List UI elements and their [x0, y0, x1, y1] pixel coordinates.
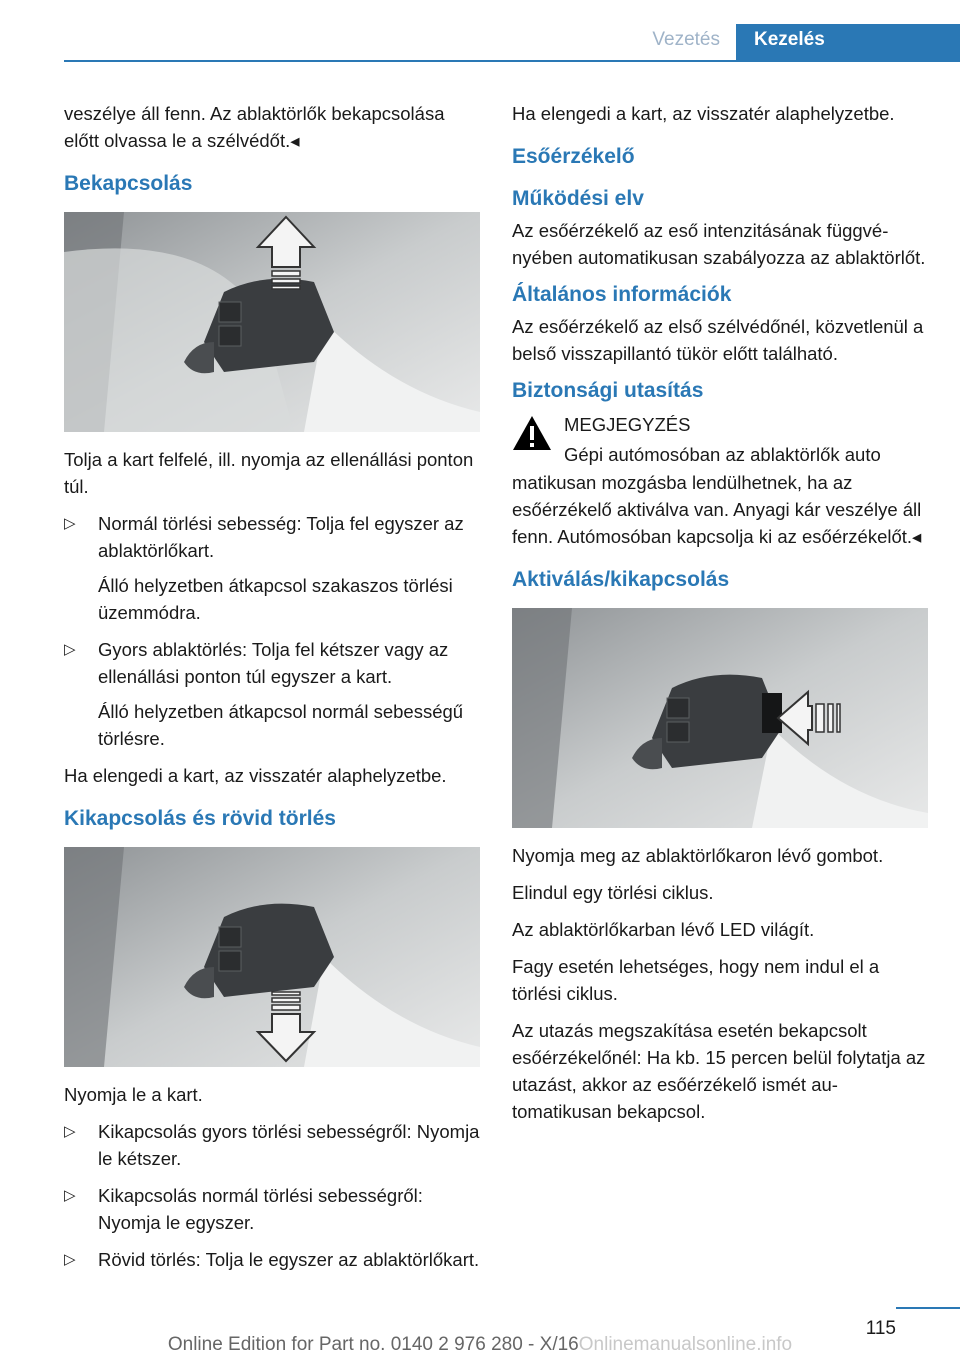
- bullet-triangle-icon: ▷: [64, 1251, 76, 1268]
- heading-aktivalas: Aktiválás/kikapcsolás: [512, 568, 730, 591]
- paragraph: Nyomja meg az ablaktörlőkaron lévő gombot.: [512, 845, 884, 866]
- wiper-button-figure: [512, 608, 928, 828]
- list-item: [64, 1118, 480, 1172]
- page-number: 115: [865, 1318, 896, 1339]
- bullet-triangle-icon: ▷: [64, 1123, 76, 1140]
- footer-rule: [896, 1307, 960, 1309]
- bullet-triangle-icon: ▷: [64, 515, 76, 532]
- bullet-triangle-icon: ▷: [64, 1187, 76, 1204]
- left-column: [64, 100, 480, 1283]
- warning-first-line: Gépi autómosóban az ablaktörlők auto: [564, 444, 881, 465]
- list-item-main: Kikapcsolás gyors törlési sebességről: Nyomja le kétszer.: [98, 1121, 480, 1169]
- push-text: Tolja a kart felfelé, ill. nyomja az ellenállási ponton túl.: [64, 449, 474, 497]
- heading-altalanos: Általános információk: [512, 283, 732, 306]
- right-column: [512, 100, 928, 1135]
- list-item: [64, 510, 480, 626]
- heading-mukodesi-elv: Működési elv: [512, 187, 644, 210]
- warning-title: MEGJEGYZÉS: [564, 414, 691, 435]
- heading-esoerzekelo: Esőérzékelő: [512, 145, 635, 168]
- list-item: [64, 636, 480, 752]
- list-item-sub: Álló helyzetben átkapcsol normál sebességű törlésre.: [98, 701, 464, 749]
- list-item-main: Kikapcsolás normál törlési sebességről: Nyomja le egyszer.: [98, 1185, 423, 1233]
- press-down-text: Nyomja le a kart.: [64, 1084, 203, 1105]
- list-item: [64, 1246, 480, 1273]
- mukodesi-text: Az esőérzékelő az eső intenzitásának függvényében automatikusan szabályozza az ablaktörlőt.: [512, 220, 926, 268]
- list-item-sub: Álló helyzetben átkapcsol szakaszos törlési üzemmódra.: [98, 575, 453, 623]
- release-text: Ha elengedi a kart, az visszatér alaphelyzetbe.: [64, 765, 447, 786]
- paragraph: Az utazás megszakítása esetén bekapcsolt esőérzékelőnél: Ha kb. 15 percen belül folytatja az utazást, akkor az esőérzékelő ismét automatikusan bekapcsol.: [512, 1020, 926, 1122]
- bullet-triangle-icon: ▷: [64, 641, 76, 658]
- warning-box: [512, 411, 928, 469]
- intro-text: veszélye áll fenn. Az ablaktörlők bekapcsolása előtt olvassa le a szélvédőt.◂: [64, 103, 445, 151]
- edition-text: Online Edition for Part no. 0140 2 976 280 - X/16: [167, 1334, 579, 1355]
- paragraph: Az ablaktörlőkarban lévő LED világít.: [512, 919, 815, 940]
- warning-triangle-icon: [512, 415, 552, 451]
- heading-kikapcsolas: Kikapcsolás és rövid törlés: [64, 807, 336, 830]
- footer-edition: [0, 1334, 960, 1356]
- header-tab-vezetes[interactable]: Vezetés: [652, 29, 720, 50]
- header-rule: [64, 60, 960, 62]
- altalanos-text: Az esőérzékelő az első szélvédőnél, közvetlenül a belső visszapillantó tükör előtt található.: [512, 316, 924, 364]
- paragraph: Elindul egy törlési ciklus.: [512, 882, 714, 903]
- wiper-stalk-down-figure: [64, 847, 480, 1067]
- heading-bekapcsolas: Bekapcsolás: [64, 172, 193, 195]
- header-tab-kezeles[interactable]: Kezelés: [736, 24, 960, 62]
- list-item: [64, 1182, 480, 1236]
- list-item-main: Rövid törlés: Tolja le egyszer az ablaktörlőkart.: [98, 1249, 480, 1270]
- watermark: Onlinemanualsonline.info: [578, 1334, 793, 1355]
- wiper-stalk-up-figure: [64, 212, 480, 432]
- paragraph: Fagy esetén lehetséges, hogy nem indul el a törlési ciklus.: [512, 956, 880, 1004]
- list-item-main: Gyors ablaktörlés: Tolja fel kétszer vagy az ellenállási ponton túl egyszer a kart.: [98, 639, 449, 687]
- release-text-right: Ha elengedi a kart, az visszatér alaphelyzetbe.: [512, 103, 895, 124]
- list-item-main: Normál törlési sebesség: Tolja fel egyszer az ablaktörlőkart.: [98, 513, 464, 561]
- warning-text: matikusan mozgásba lendülhetnek, ha az esőérzékelő aktiválva van. Anyagi kár veszélye áll fenn. Autómosóban kapcsolja ki az esőérzékelőt.◂: [512, 472, 922, 547]
- heading-biztonsagi: Biztonsági utasítás: [512, 379, 704, 402]
